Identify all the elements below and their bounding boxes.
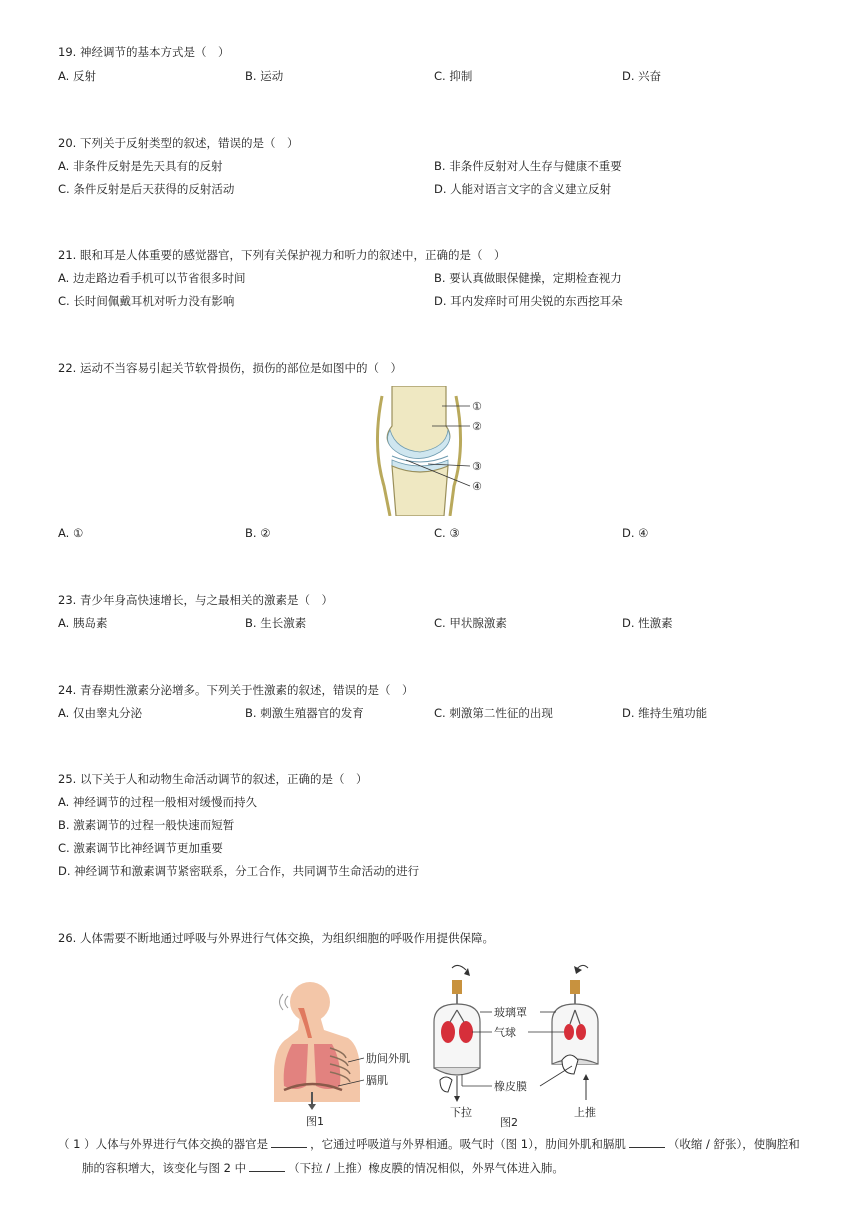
fig2-label-balloon: 气球 bbox=[494, 1026, 516, 1039]
knee-label-3: ③ bbox=[472, 460, 482, 473]
q21-option-d[interactable]: D. 耳内发痒时可用尖锐的东西挖耳朵 bbox=[434, 294, 623, 308]
q21-option-b[interactable]: B. 要认真做眼保健操，定期检查视力 bbox=[434, 271, 622, 285]
fig2-label-bell-jar: 玻璃罩 bbox=[494, 1006, 527, 1019]
q25-option-d[interactable]: D. 神经调节和激素调节紧密联系，分工合作，共同调节生命活动的进行 bbox=[58, 864, 420, 878]
q21-option-c[interactable]: C. 长时间佩戴耳机对听力没有影响 bbox=[58, 294, 235, 308]
q19-option-a[interactable]: A. 反射 bbox=[58, 69, 96, 83]
q21-stem: 21. 眼和耳是人体重要的感觉器官，下列有关保护视力和听力的叙述中，正确的是（ ） bbox=[58, 248, 506, 262]
q19-stem: 19. 神经调节的基本方式是（ ） bbox=[58, 45, 230, 59]
q25-option-b[interactable]: B. 激素调节的过程一般快速而短暂 bbox=[58, 818, 235, 832]
knee-label-4: ④ bbox=[472, 480, 482, 493]
q20-option-c[interactable]: C. 条件反射是后天获得的反射活动 bbox=[58, 182, 235, 196]
q26-part1 bbox=[58, 1132, 818, 1180]
q23-option-c[interactable]: C. 甲状腺激素 bbox=[434, 616, 507, 630]
q24-option-c[interactable]: C. 刺激第二性征的出现 bbox=[434, 706, 553, 720]
q20-option-a[interactable]: A. 非条件反射是先天具有的反射 bbox=[58, 159, 223, 173]
q19-option-d[interactable]: D. 兴奋 bbox=[622, 69, 662, 83]
knee-joint-figure bbox=[370, 386, 500, 516]
fig2-pull-down: 下拉 bbox=[450, 1106, 472, 1119]
q26-blank-1[interactable] bbox=[271, 1137, 307, 1148]
q24-option-b[interactable]: B. 刺激生殖器官的发育 bbox=[245, 706, 364, 720]
q21-option-a[interactable]: A. 边走路边看手机可以节省很多时间 bbox=[58, 271, 246, 285]
q25-option-a[interactable]: A. 神经调节的过程一般相对缓慢而持久 bbox=[58, 795, 257, 809]
q24-option-a[interactable]: A. 仅由睾丸分泌 bbox=[58, 706, 142, 720]
fig1-label-diaphragm: 膈肌 bbox=[366, 1074, 388, 1087]
q22-stem: 22. 运动不当容易引起关节软骨损伤，损伤的部位是如图中的（ ） bbox=[58, 361, 402, 375]
q22-option-b[interactable]: B. ② bbox=[245, 526, 271, 540]
fig2-label-rubber-membrane: 橡皮膜 bbox=[494, 1080, 527, 1093]
q20-option-d[interactable]: D. 人能对语言文字的含义建立反射 bbox=[434, 182, 612, 196]
fig2-caption: 图2 bbox=[500, 1116, 518, 1129]
q26-part1-text-3: （收缩 / 舒张），使胸腔和 bbox=[667, 1137, 800, 1151]
q24-option-d[interactable]: D. 维持生殖功能 bbox=[622, 706, 708, 720]
q23-stem: 23. 青少年身高快速增长，与之最相关的激素是（ ） bbox=[58, 593, 333, 607]
q23-option-b[interactable]: B. 生长激素 bbox=[245, 616, 307, 630]
fig1-label-intercostal: 肋间外肌 bbox=[366, 1052, 410, 1065]
q25-option-c[interactable]: C. 激素调节比神经调节更加重要 bbox=[58, 841, 223, 855]
fig1-caption: 图1 bbox=[306, 1115, 324, 1127]
fig2-push-up: 上推 bbox=[574, 1106, 596, 1119]
q26-blank-3[interactable] bbox=[249, 1161, 285, 1172]
knee-label-1: ① bbox=[472, 400, 482, 413]
q19-option-b[interactable]: B. 运动 bbox=[245, 69, 284, 83]
q24-stem: 24. 青春期性激素分泌增多。下列关于性激素的叙述，错误的是（ ） bbox=[58, 683, 414, 697]
q23-option-d[interactable]: D. 性激素 bbox=[622, 616, 673, 630]
q20-stem: 20. 下列关于反射类型的叙述，错误的是（ ） bbox=[58, 136, 299, 150]
knee-label-2: ② bbox=[472, 420, 482, 433]
q26-stem: 26. 人体需要不断地通过呼吸与外界进行气体交换，为组织细胞的呼吸作用提供保障。 bbox=[58, 931, 494, 945]
q26-part1-text-5: （下拉 / 上推）橡皮膜的情况相似，外界气体进入肺。 bbox=[288, 1161, 564, 1175]
q22-option-c[interactable]: C. ③ bbox=[434, 526, 460, 540]
q22-option-a[interactable]: A. ① bbox=[58, 526, 84, 540]
figure-2-bell-jar-model bbox=[430, 960, 610, 1130]
q26-part1-text-2: ，它通过呼吸道与外界相通。吸气时（图 1），肋间外肌和膈肌 bbox=[310, 1137, 626, 1151]
figure-1-respiratory-system bbox=[268, 982, 428, 1127]
q20-option-b[interactable]: B. 非条件反射对人生存与健康不重要 bbox=[434, 159, 622, 173]
q26-blank-2[interactable] bbox=[629, 1137, 665, 1148]
q19-option-c[interactable]: C. 抑制 bbox=[434, 69, 473, 83]
q23-option-a[interactable]: A. 胰岛素 bbox=[58, 616, 108, 630]
q22-option-d[interactable]: D. ④ bbox=[622, 526, 649, 540]
q26-part1-text-1: （ 1 ）人体与外界进行气体交换的器官是 bbox=[58, 1137, 269, 1151]
q26-part1-text-4: 肺的容积增大，该变化与图 2 中 bbox=[82, 1161, 247, 1175]
q25-stem: 25. 以下关于人和动物生命活动调节的叙述，正确的是（ ） bbox=[58, 772, 368, 786]
